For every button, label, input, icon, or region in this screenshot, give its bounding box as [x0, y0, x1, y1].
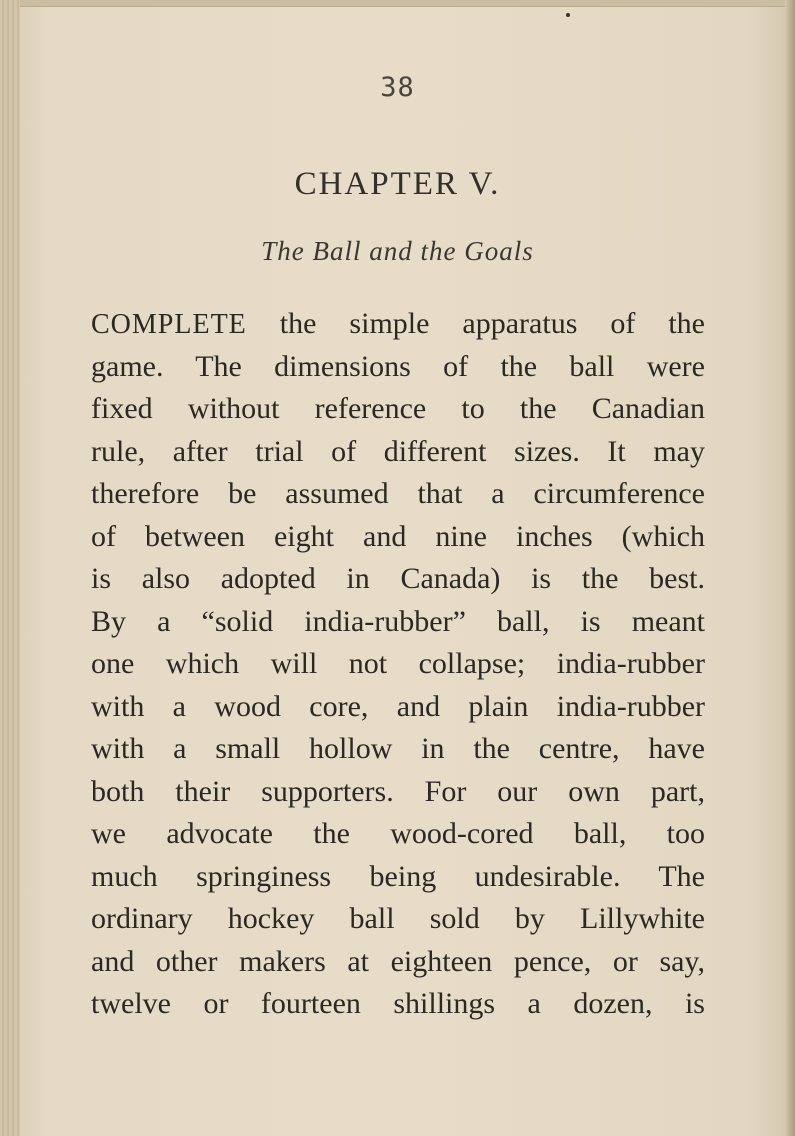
opening-word: COMPLETE — [91, 309, 247, 340]
page-number: 38 — [380, 72, 415, 103]
text-line: By a “solid india-rubber” ball, is meant — [91, 604, 705, 638]
text-line: of between eight and nine inches (which — [91, 519, 705, 553]
text-line: is also adopted in Canada) is the best. — [91, 562, 705, 595]
text-line: ordinary hockey ball sold by Lillywhite — [91, 902, 705, 935]
text-line: fixed without reference to the Canadian — [91, 392, 705, 425]
page-top-edge — [0, 0, 795, 7]
text-line: with a small hollow in the centre, have — [91, 732, 705, 765]
text-line: both their supporters. For our own part, — [91, 774, 705, 808]
text-line: therefore be assumed that a circumference — [91, 477, 705, 510]
text-line: one which will not collapse; india-rubber — [91, 647, 705, 680]
text-line: much springiness being undesirable. The — [91, 859, 705, 893]
text-line: and other makers at eighteen pence, or say, — [91, 944, 705, 978]
text-line: we advocate the wood-cored ball, too — [91, 817, 705, 850]
body-text — [91, 303, 705, 1026]
chapter-heading: CHAPTER V. — [294, 166, 501, 202]
text-line: twelve or fourteen shillings a dozen, is — [91, 987, 705, 1020]
text-line: game. The dimensions of the ball were — [91, 349, 705, 383]
ink-speck — [566, 13, 570, 17]
first-line-rest: the simple apparatus of the — [279, 307, 706, 340]
text-line: with a wood core, and plain india-rubber — [91, 689, 705, 723]
chapter-title: The Ball and the Goals — [261, 236, 534, 266]
text-line — [91, 303, 705, 346]
text-line: rule, after trial of different sizes. It may — [91, 434, 705, 468]
